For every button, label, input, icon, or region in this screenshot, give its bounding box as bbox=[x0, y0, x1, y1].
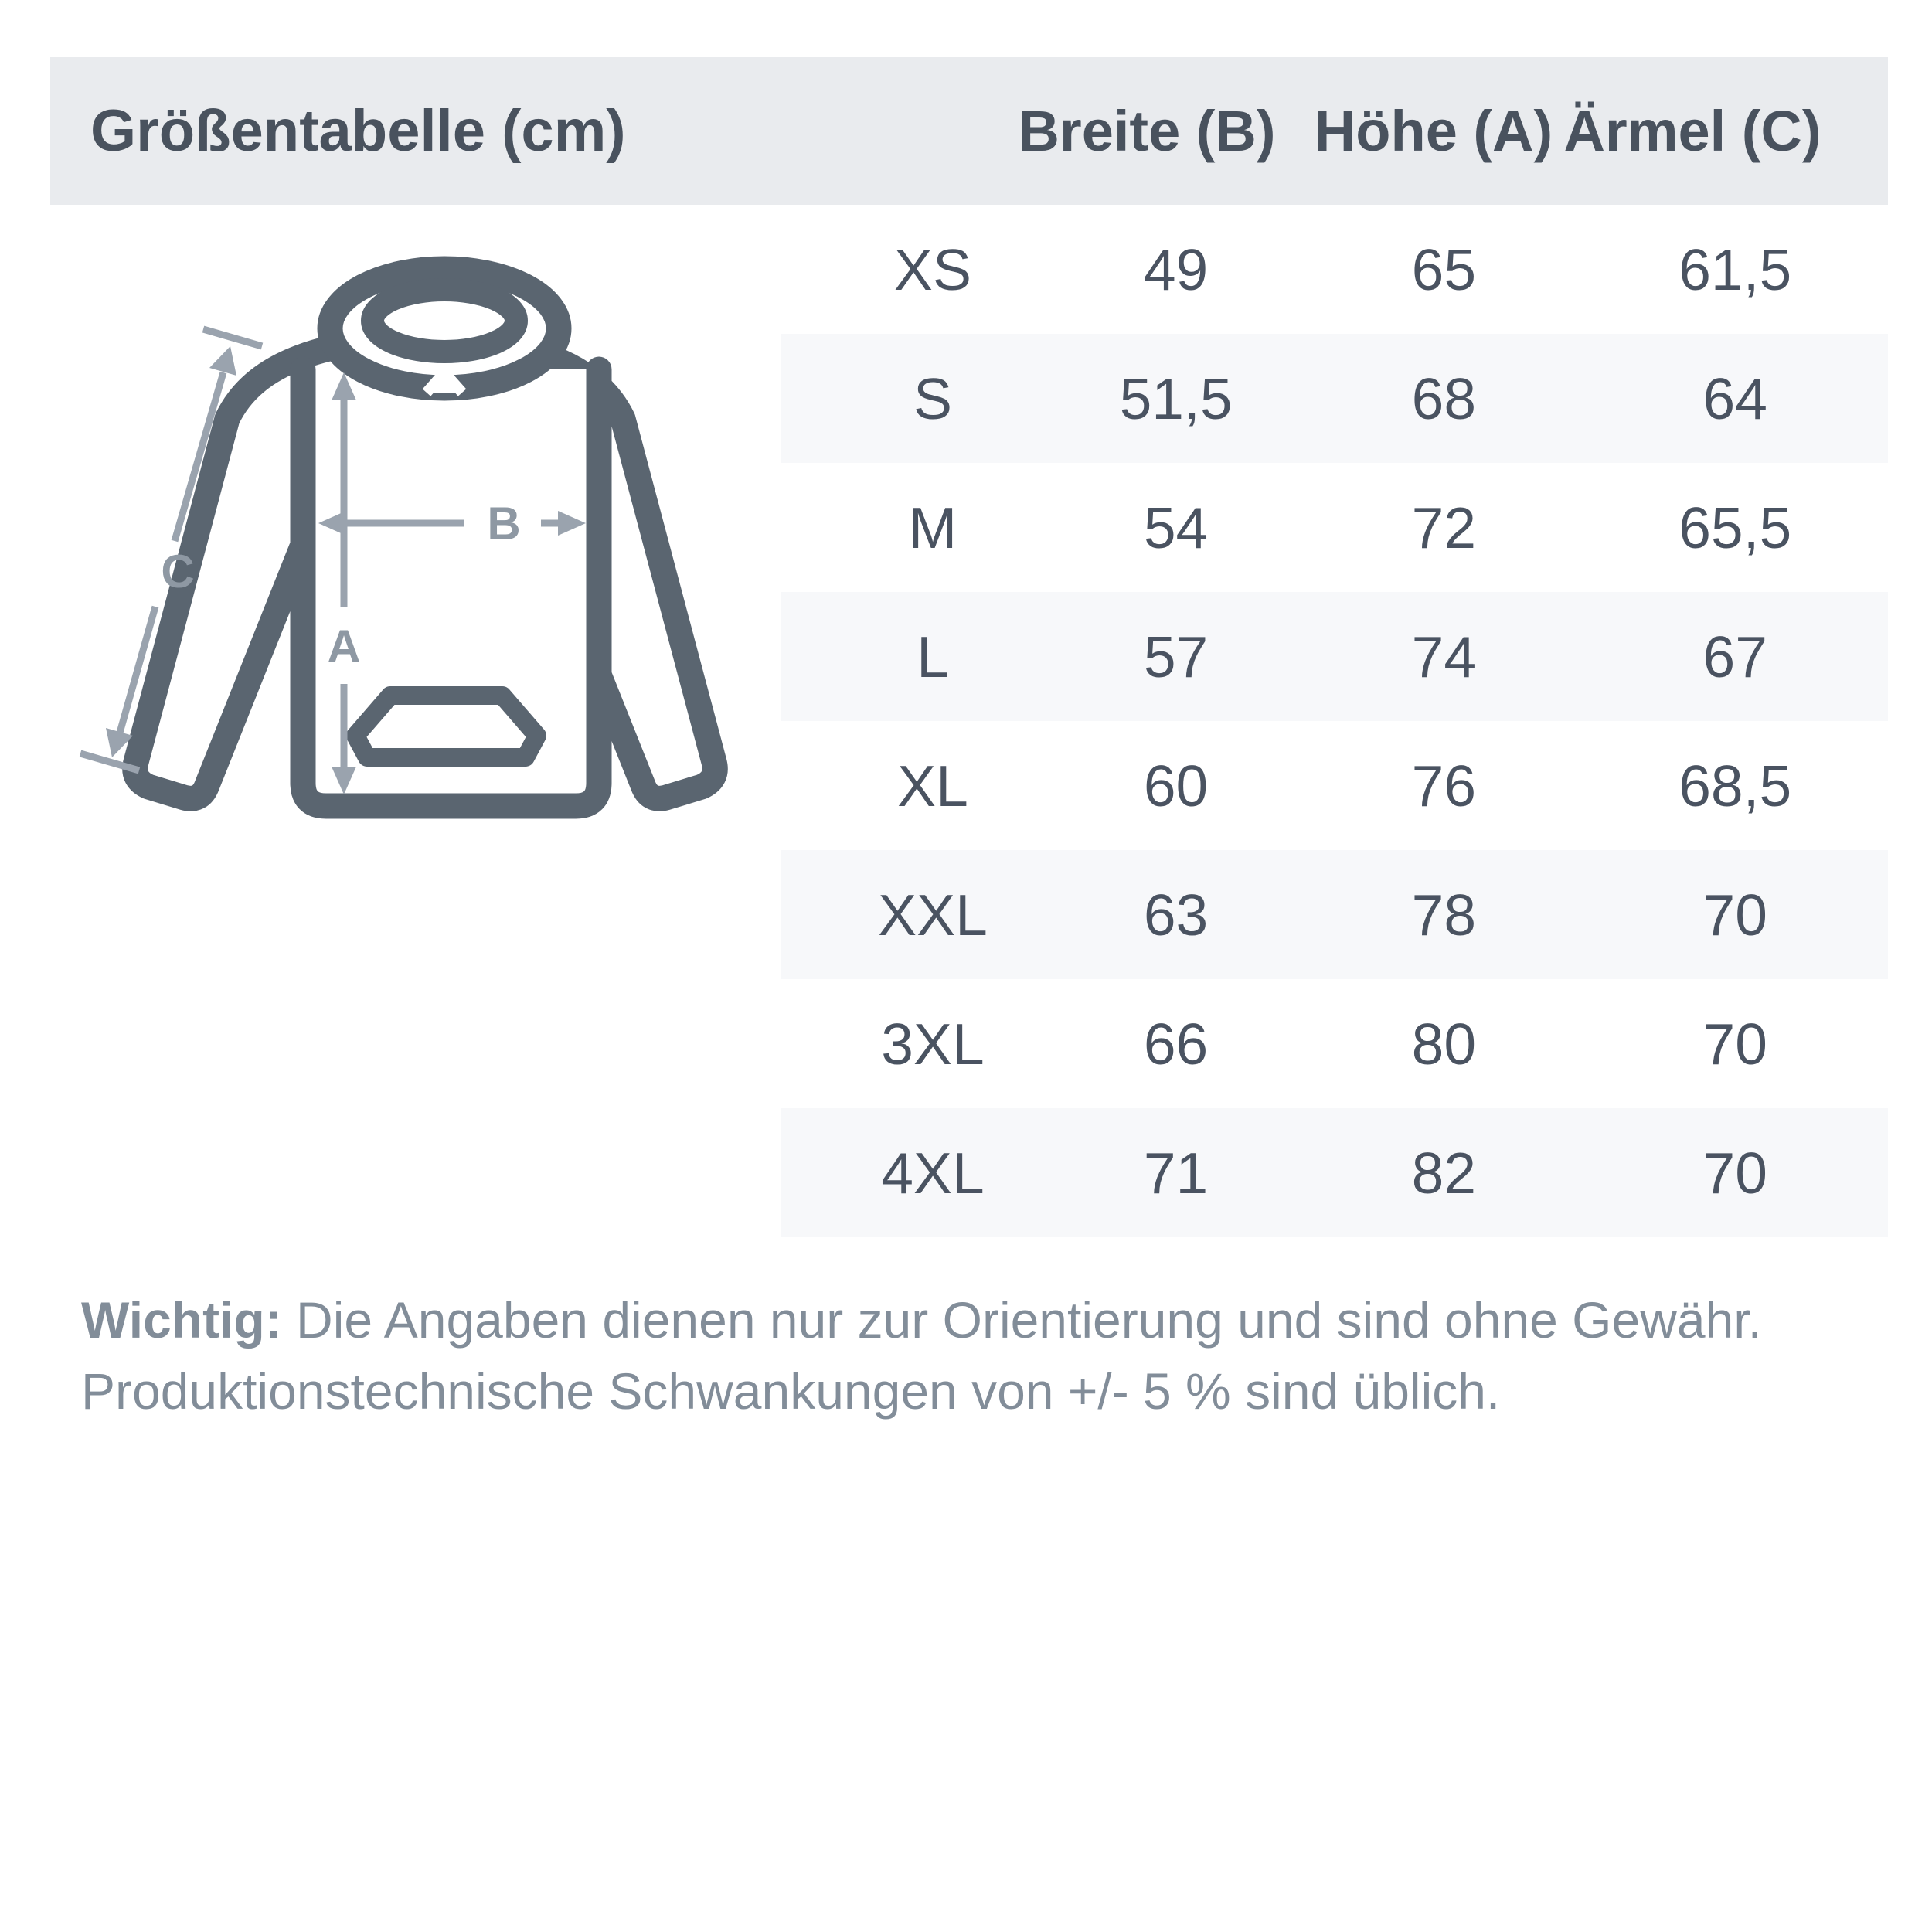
disclaimer-lead: Wichtig: bbox=[81, 1291, 282, 1349]
disclaimer-text-1: Die Angaben dienen nur zur Orientierung und sind ohne Gewähr. bbox=[281, 1291, 1762, 1349]
size-cell: M bbox=[908, 495, 957, 560]
hoodie-pocket bbox=[355, 696, 537, 757]
breite-cell: 54 bbox=[1143, 495, 1209, 560]
aermel-cell: 65,5 bbox=[1679, 495, 1792, 560]
disclaimer-note bbox=[81, 1284, 1859, 1427]
disclaimer-line-1 bbox=[81, 1284, 1859, 1355]
hoehe-cell: 82 bbox=[1411, 1140, 1477, 1206]
disclaimer-line-2: Produktionstechnische Schwankungen von +/- 5 % sind üblich. bbox=[81, 1362, 1501, 1420]
table-row bbox=[781, 850, 1888, 979]
column-header-hoehe: Höhe (A) bbox=[1314, 99, 1553, 163]
size-cell: XL bbox=[897, 753, 968, 818]
size-cell: 4XL bbox=[881, 1140, 985, 1206]
breite-cell: 51,5 bbox=[1119, 366, 1233, 431]
breite-cell: 63 bbox=[1143, 882, 1209, 947]
page-title: Größentabelle (cm) bbox=[90, 98, 626, 164]
hoodie-icon bbox=[135, 269, 716, 806]
breite-cell: 49 bbox=[1143, 236, 1209, 302]
aermel-cell: 64 bbox=[1702, 366, 1767, 431]
breite-cell: 57 bbox=[1143, 624, 1209, 689]
size-cell: S bbox=[913, 366, 952, 431]
aermel-cell: 68,5 bbox=[1679, 753, 1792, 818]
hood-inner-ring bbox=[372, 290, 516, 352]
table-row bbox=[781, 463, 1888, 592]
aermel-cell: 67 bbox=[1702, 624, 1767, 689]
table-row bbox=[781, 1108, 1888, 1237]
table-row bbox=[781, 979, 1888, 1108]
hoehe-cell: 68 bbox=[1411, 366, 1477, 431]
hoehe-cell: 80 bbox=[1411, 1011, 1477, 1077]
measure-label-c: C bbox=[161, 546, 195, 597]
aermel-cell: 70 bbox=[1702, 882, 1767, 947]
table-row bbox=[781, 592, 1888, 721]
size-table bbox=[781, 205, 1888, 1237]
table-header-band bbox=[50, 57, 1888, 205]
size-cell: XXL bbox=[878, 882, 988, 947]
hoehe-cell: 65 bbox=[1411, 236, 1477, 302]
breite-cell: 60 bbox=[1143, 753, 1209, 818]
breite-cell: 66 bbox=[1143, 1011, 1209, 1077]
hoehe-cell: 78 bbox=[1411, 882, 1477, 947]
size-cell: XS bbox=[893, 236, 971, 302]
size-cell: 3XL bbox=[881, 1011, 985, 1077]
measure-label-a: A bbox=[327, 621, 361, 672]
aermel-cell: 61,5 bbox=[1679, 236, 1792, 302]
hoehe-cell: 76 bbox=[1411, 753, 1477, 818]
table-row bbox=[781, 205, 1888, 334]
hoehe-cell: 74 bbox=[1411, 624, 1477, 689]
aermel-cell: 70 bbox=[1702, 1140, 1767, 1206]
hoodie-measurement-diagram bbox=[46, 216, 804, 850]
table-row bbox=[781, 334, 1888, 463]
aermel-cell: 70 bbox=[1702, 1011, 1767, 1077]
column-header-breite: Breite (B) bbox=[1018, 99, 1276, 163]
table-row bbox=[781, 721, 1888, 850]
size-cell: L bbox=[917, 624, 949, 689]
column-header-aermel: Ärmel (C) bbox=[1563, 99, 1821, 163]
hoehe-cell: 72 bbox=[1411, 495, 1477, 560]
breite-cell: 71 bbox=[1143, 1140, 1209, 1206]
measure-label-b: B bbox=[487, 498, 521, 549]
